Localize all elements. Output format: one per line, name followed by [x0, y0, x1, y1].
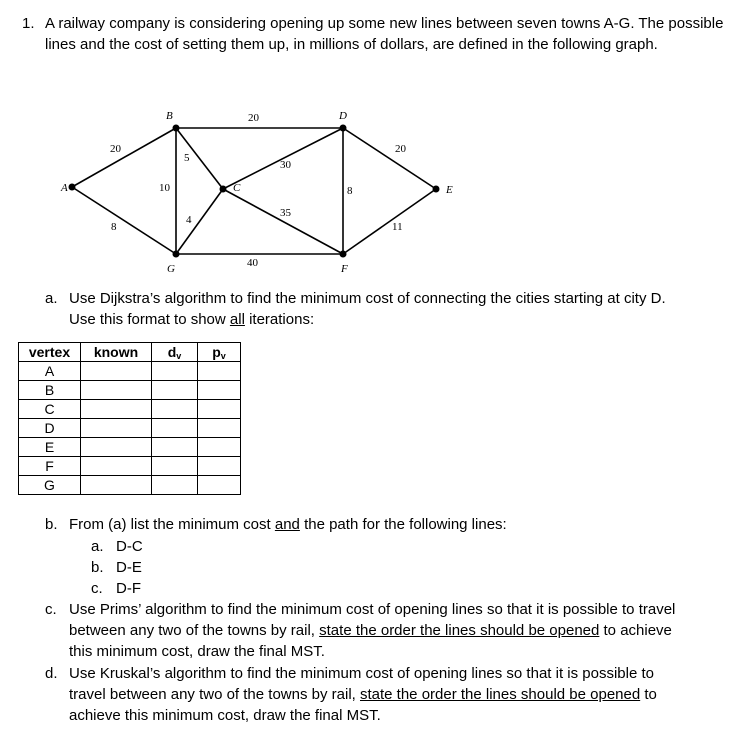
node-b: [173, 125, 180, 132]
weight-d-e: 20: [395, 143, 406, 155]
part-c-marker: c.: [45, 601, 57, 618]
edge-c-g: [176, 189, 223, 254]
part-d-line1: Use Kruskal’s algorithm to find the minimum cost of opening lines so that it is possible to: [69, 665, 654, 682]
header-pv: $p_v$: [198, 343, 241, 362]
part-c-line1: Use Prims’ algorithm to find the minimum cost of opening lines so that it is possible to travel: [69, 601, 676, 618]
edge-c-f: [223, 189, 343, 254]
known-cell: [81, 476, 152, 495]
node-label-g: G: [167, 263, 175, 275]
edge-d-e: [343, 128, 436, 189]
question-number: 1.: [22, 15, 35, 32]
node-label-d: D: [339, 110, 347, 122]
weight-b-g: 10: [159, 182, 170, 194]
table-row: [19, 476, 241, 495]
node-label-f: F: [341, 263, 348, 275]
vertex-cell: F: [19, 457, 81, 476]
table-row: [19, 419, 241, 438]
vertex-cell: D: [19, 419, 81, 438]
table-row: [19, 381, 241, 400]
part-b-marker: b.: [45, 516, 58, 533]
known-cell: [81, 381, 152, 400]
weight-a-g: 8: [111, 221, 117, 233]
pv-cell: [198, 457, 241, 476]
pv-cell: [198, 400, 241, 419]
pv-cell: [198, 419, 241, 438]
header-dv: $d_v$: [152, 343, 198, 362]
node-f: [340, 251, 347, 258]
weight-b-d: 20: [248, 112, 259, 124]
dv-cell: [152, 457, 198, 476]
node-a: [69, 184, 76, 191]
node-d: [340, 125, 347, 132]
node-c: [220, 186, 227, 193]
weight-c-f: 35: [280, 207, 291, 219]
node-label-c: C: [233, 182, 241, 194]
part-b-item-1-marker: a.: [91, 538, 104, 555]
part-d-line2: travel between any two of the towns by rail, state the order the lines should be opened to: [69, 686, 657, 703]
vertex-cell: A: [19, 362, 81, 381]
known-cell: [81, 362, 152, 381]
part-d-marker: d.: [45, 665, 58, 682]
part-b-item-3: D-F: [116, 580, 141, 597]
part-b-item-2-marker: b.: [91, 559, 104, 576]
railway-graph: [0, 0, 737, 290]
weight-g-f: 40: [247, 257, 258, 269]
part-b-item-3-marker: c.: [91, 580, 103, 597]
vertex-cell: C: [19, 400, 81, 419]
edge-a-g: [72, 187, 176, 254]
weight-c-g: 4: [186, 214, 192, 226]
edge-a-b: [72, 128, 176, 187]
dv-cell: [152, 419, 198, 438]
part-a-marker: a.: [45, 290, 58, 307]
part-a-line2: Use this format to show all iterations:: [69, 311, 315, 328]
part-b-item-2: D-E: [116, 559, 142, 576]
pv-cell: [198, 381, 241, 400]
part-c-line3: this minimum cost, draw the final MST.: [69, 643, 325, 660]
weight-c-d: 30: [280, 159, 291, 171]
weight-b-c: 5: [184, 152, 190, 164]
weight-f-e: 11: [392, 221, 403, 233]
known-cell: [81, 400, 152, 419]
node-label-a: A: [61, 182, 68, 194]
header-vertex: vertex: [19, 343, 81, 362]
part-c-line2: between any two of the towns by rail, state the order the lines should be opened to achieve: [69, 622, 672, 639]
table-row: [19, 362, 241, 381]
node-e: [433, 186, 440, 193]
edge-f-e: [343, 189, 436, 254]
dv-cell: [152, 476, 198, 495]
dijkstra-table: [18, 342, 241, 495]
table-row: [19, 400, 241, 419]
dv-cell: [152, 381, 198, 400]
table-header-row: [19, 343, 241, 362]
header-known: known: [81, 343, 152, 362]
vertex-cell: B: [19, 381, 81, 400]
table-row: [19, 457, 241, 476]
dv-cell: [152, 438, 198, 457]
part-b-text: From (a) list the minimum cost and the path for the following lines:: [69, 516, 507, 533]
part-b-item-1: D-C: [116, 538, 143, 555]
part-a-line1: Use Dijkstra’s algorithm to find the minimum cost of connecting the cities starting at city D.: [69, 290, 666, 307]
node-label-e: E: [446, 184, 453, 196]
table-row: [19, 438, 241, 457]
pv-cell: [198, 438, 241, 457]
vertex-cell: E: [19, 438, 81, 457]
part-d-line3: achieve this minimum cost, draw the final MST.: [69, 707, 381, 724]
node-label-b: B: [166, 110, 173, 122]
known-cell: [81, 438, 152, 457]
weight-a-b: 20: [110, 143, 121, 155]
known-cell: [81, 457, 152, 476]
weight-d-f: 8: [347, 185, 353, 197]
known-cell: [81, 419, 152, 438]
vertex-cell: G: [19, 476, 81, 495]
question-intro: A railway company is considering opening up some new lines between seven towns A-G. The possible lines and the cost of setting them up, in millions of dollars, are defined in the following graph.: [45, 15, 724, 53]
pv-cell: [198, 362, 241, 381]
dv-cell: [152, 400, 198, 419]
node-g: [173, 251, 180, 258]
pv-cell: [198, 476, 241, 495]
dv-cell: [152, 362, 198, 381]
